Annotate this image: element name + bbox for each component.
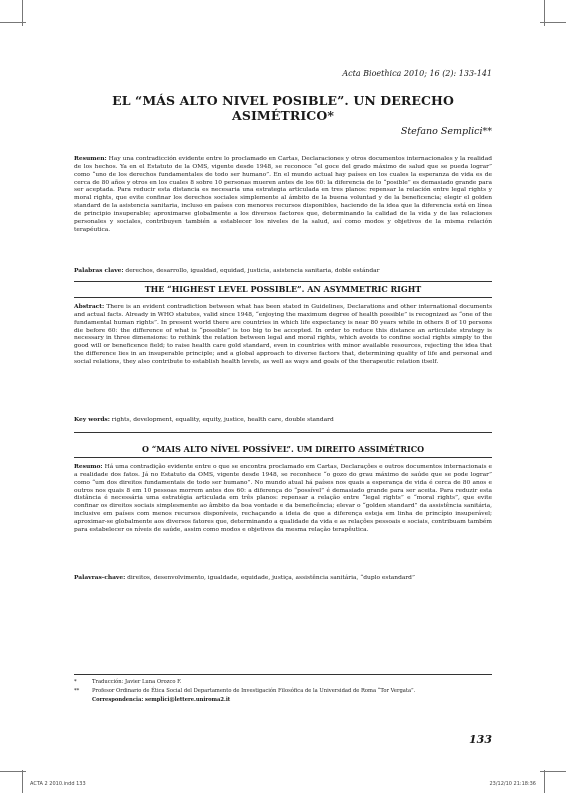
section-rule-top-pt xyxy=(74,432,492,433)
abstract-text: There is an evident contradiction between what has been stated in Guidelines, Declarations and other international documents and actual facts. Already in WHO statutes, valid since 1948, “enjoying the maximum degree of health possible” is recognized as “one of the fundamental human rights”. In present world there are countries in which life expectancy is near 80 years while in others 8 of 10 persons die before 60: the difference of what is “possible” is too big to be accepted. In order to reduce this distance an articulate strategy is necessary in three dimensions: to rethink the relation between legal and moral rights, which avoids to confine social rights simply to the good will or beneficence field; to raise health care gold standard, even in countries with minor available resources, rejecting the idea that the difference lies in an insuperable principle; and a global approach to diverse factors that, determining quality of life and personal and social relations, they also contribute to establish health levels, as well as ways and goals of the therapeutic relation itself. xyxy=(74,304,492,365)
footnote-1-marker: * xyxy=(74,679,77,685)
page-number: 133 xyxy=(469,733,492,746)
print-slug-left: ACTA 2 2010.indd 133 xyxy=(30,781,86,787)
resumo-label: Resumo: xyxy=(74,463,103,470)
footnote-rule xyxy=(74,674,492,675)
crop-mark-bottom-left xyxy=(22,770,23,793)
article-author: Stefano Semplici** xyxy=(400,126,492,137)
resumo-text: Há uma contradição evidente entre o que se encontra proclamado em Cartas, Declarações e outros documentos internacionais e a realidade dos fatos. Já no Estatuto da OMS, vigente desde 1948, se reconhece “o gozo do grau máximo de saúde que se pode lograr” como “um dos direitos fundamentais de todo ser humano”. No mundo atual há países nos quais a esperança de vida é cerca de 80 anos e outros nos quais 8 em 10 pessoas morrem antes dos 60: a diferença do “possível” é demasiado grande para ser aceita. Para reduzir esta distância é necessária uma estratégia articulada em três planos: repensar a relação entre “legal rights” e “moral rights”, que evite confinar os direitos sociais simplesmente ao âmbito da boa vontade e da beneficência; elevar o “golden standard” da assistência sanitária, inclusive em países com menos recursos disponíveis, rechaçando a ideia de que a diferença esteja em linha de princípio insuperável; aproximar-se globalmente aos diversos fatores que, determinando a qualidade da vida e as relações pessoais e sociais, contribuam também para estabelecer os níveis de saúde, assim como modos e objetivos da mesma relação terapêutica. xyxy=(74,464,492,533)
key-words-paragraph xyxy=(74,416,492,425)
palavras-chave-paragraph xyxy=(74,574,492,583)
section-rule-top-en xyxy=(74,281,492,282)
crop-mark-top-right-h xyxy=(540,22,566,23)
resumen-label: Resumen: xyxy=(74,155,107,162)
palabras-clave-paragraph xyxy=(74,267,492,276)
section-rule-bottom-pt xyxy=(74,457,492,458)
print-slug-right: 23/12/10 21:18:36 xyxy=(489,781,536,787)
crop-mark-bottom-right xyxy=(544,770,545,793)
key-words-text: rights, development, equality, equity, justice, health care, double standard xyxy=(109,417,334,423)
correspondence-text: Correspondencia: semplici@lettere.uniroma2.it xyxy=(92,697,231,703)
article-title: EL “MÁS ALTO NIVEL POSIBLE”. UN DERECHO ASIMÉTRICO* xyxy=(112,93,454,123)
key-words-label: Key words: xyxy=(74,416,110,423)
palavras-chave-label: Palavras-chave: xyxy=(74,574,126,581)
palabras-clave-text: derechos, desarrollo, igualdad, equidad, justicia, asistencia sanitaria, doble estándar xyxy=(123,268,380,274)
resumen-text: Hay una contradicción evidente entre lo proclamado en Cartas, Declaraciones y otros documentos internacionales y la realidad de los hechos. Ya en el Estatuto de la OMS, vigente desde 1948, se reconoce “el goce del grado máximo de salud que se pueda lograr” como “uno de los derechos fundamentales de todo ser humano”. En el mundo actual hay países en los cuales la esperanza de vida es de cerca de 80 años y otros en los cuales 8 sobre 10 personas mueren antes de los 60: la diferencia de lo “posible” es demasiado grande para ser aceptada. Para reducir esta distancia es necesaria una estrategia articulada en tres planos: repensar la relación entre legal rights y moral rights, que evite confinar los derechos sociales simplemente al ámbito de la buena voluntad y de la beneficencia; elegir el golden standard de la asistencia sanitaria, incluso en países con menores recursos disponibles, haciendo de la idea que la diferencia está en línea de principio insuperable; aproximarse globalmente a los diversos factores que, determinando la calidad de la vida y de las relaciones personales y sociales, contribuyen también a establecer los niveles de la salud, así como modos y objetivos de la misma relación terapéutica. xyxy=(74,156,492,233)
footnote-2-marker: ** xyxy=(74,688,80,694)
resumo-paragraph xyxy=(74,463,492,535)
footnote-2-text: Profesor Ordinario de Ética Social del Departamento de Investigación Filosófica de la Universidad de Roma “Tor Vergata”. xyxy=(92,688,416,694)
footnote-1 xyxy=(74,678,492,686)
portuguese-section-title: O “MAIS ALTO NÍVEL POSSÍVEL”. UM DIREITO ASSIMÉTRICO xyxy=(141,444,425,454)
footnote-1-text: Traducción: Javier Luna Orozco F. xyxy=(92,679,182,685)
abstract-paragraph xyxy=(74,303,492,367)
english-section-title: THE “HIGHEST LEVEL POSSIBLE”. AN ASYMMETRIC RIGHT xyxy=(144,284,422,294)
section-rule-bottom-en xyxy=(74,297,492,298)
resumen-paragraph xyxy=(74,155,492,234)
crop-mark-bottom-left-h xyxy=(0,771,26,772)
crop-mark-bottom-right-h xyxy=(540,771,566,772)
palabras-clave-label: Palabras clave: xyxy=(74,267,124,274)
footnote-2 xyxy=(74,687,492,695)
correspondence-line xyxy=(74,696,492,704)
crop-mark-top-left-h xyxy=(0,22,26,23)
journal-reference: Acta Bioethica 2010; 16 (2): 133-141 xyxy=(342,69,492,78)
palavras-chave-text: direitos, desenvolvimento, igualdade, equidade, justiça, assistência sanitária, “duplo estandard” xyxy=(125,575,415,581)
abstract-label: Abstract: xyxy=(74,303,105,310)
